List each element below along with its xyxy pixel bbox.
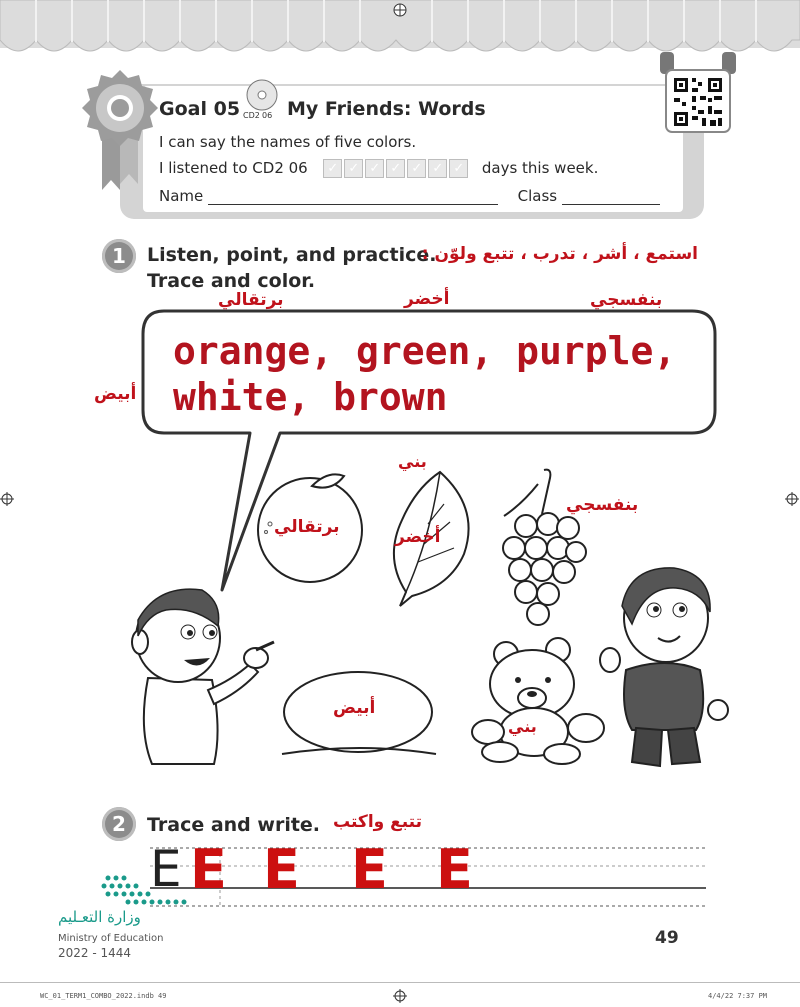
section-2-number: 2: [102, 807, 136, 841]
grapes-drawing: [492, 464, 592, 630]
arabic-green-item-label: أخضر: [395, 527, 441, 547]
name-field[interactable]: [208, 190, 498, 205]
arabic-white-label: أبيض: [94, 384, 137, 404]
bubble-line-1: orange, green, purple,: [173, 329, 677, 373]
section-1-arabic-instruction: استمع ، أشر ، تدرب ، تتبع ولوّن :: [421, 244, 698, 264]
day-checkbox[interactable]: ✓: [344, 159, 363, 178]
boy-pointing-drawing: [118, 580, 278, 770]
gear-badge-icon: [80, 68, 160, 192]
teddy-bear-drawing: [462, 636, 610, 766]
trace-letter-1: E: [190, 838, 227, 901]
class-field[interactable]: [562, 190, 660, 205]
section-1-instruction-2: Trace and color.: [147, 270, 316, 292]
day-checkbox[interactable]: ✓: [365, 159, 384, 178]
ministry-english-name: Ministry of Education: [58, 933, 164, 944]
goal-label: Goal 05: [159, 98, 241, 120]
arabic-brown-label: بني: [398, 452, 427, 471]
listened-suffix: days this week.: [481, 159, 599, 177]
page-number: 49: [655, 928, 679, 948]
arabic-green-label: أخضر: [404, 289, 450, 309]
ministry-arabic-name: وزارة التعـليم: [58, 908, 141, 926]
arabic-white-item-label: أبيض: [333, 698, 376, 718]
day-checkbox[interactable]: ✓: [449, 159, 468, 178]
arabic-purple-item-label: بنفسجي: [566, 495, 639, 515]
name-row: [159, 187, 660, 205]
file-name: WC_01_TERM1_COMBO_2022.indb 49: [40, 992, 167, 1000]
cd-label-a: CD2: [243, 111, 260, 120]
trim-line: [0, 982, 800, 983]
arabic-purple-label: بنفسجي: [590, 290, 663, 310]
registration-mark-icon: [785, 492, 799, 506]
boy-standing-drawing: [596, 560, 732, 772]
arabic-orange-item-label: برتقالي: [274, 517, 340, 537]
arabic-brown-item-label: بني: [508, 717, 537, 736]
day-checkbox[interactable]: ✓: [386, 159, 405, 178]
goal-title: My Friends: Words: [287, 98, 486, 120]
name-label: Name: [159, 187, 204, 205]
trace-letter-4: E: [436, 838, 473, 901]
trace-letter-2: E: [263, 838, 300, 901]
bubble-line-2: white, brown: [173, 375, 448, 419]
ministry-logo-icon: [98, 870, 194, 910]
qr-code-icon: [656, 48, 740, 136]
year-label: 2022 - 1444: [58, 946, 132, 960]
day-checkbox[interactable]: ✓: [407, 159, 426, 178]
section-2-instruction: Trace and write.: [147, 814, 321, 836]
section-1-number: 1: [102, 239, 136, 273]
listened-prefix: I listened to CD2 06: [159, 159, 308, 177]
cd-icon: [245, 78, 279, 112]
egg-drawing: [280, 668, 440, 768]
model-letter: E: [150, 840, 182, 898]
print-date: 4/4/22 7:37 PM: [708, 992, 768, 1000]
class-label: Class: [517, 187, 558, 205]
trace-letter-3: E: [351, 838, 388, 901]
section-1-instruction: Listen, point, and practice.: [147, 244, 437, 266]
registration-mark-icon: [393, 989, 407, 1003]
can-say-line: I can say the names of five colors.: [159, 133, 417, 151]
section-2-arabic-instruction: تتبع واكتب: [333, 812, 423, 832]
writing-lines: [150, 846, 706, 910]
registration-mark-icon: [0, 492, 14, 506]
arabic-orange-label: برتقالي: [218, 290, 284, 310]
day-checkbox[interactable]: ✓: [323, 159, 342, 178]
day-checkbox[interactable]: ✓: [428, 159, 447, 178]
cd-label-b: 06: [262, 111, 273, 120]
listened-line: [159, 159, 598, 178]
